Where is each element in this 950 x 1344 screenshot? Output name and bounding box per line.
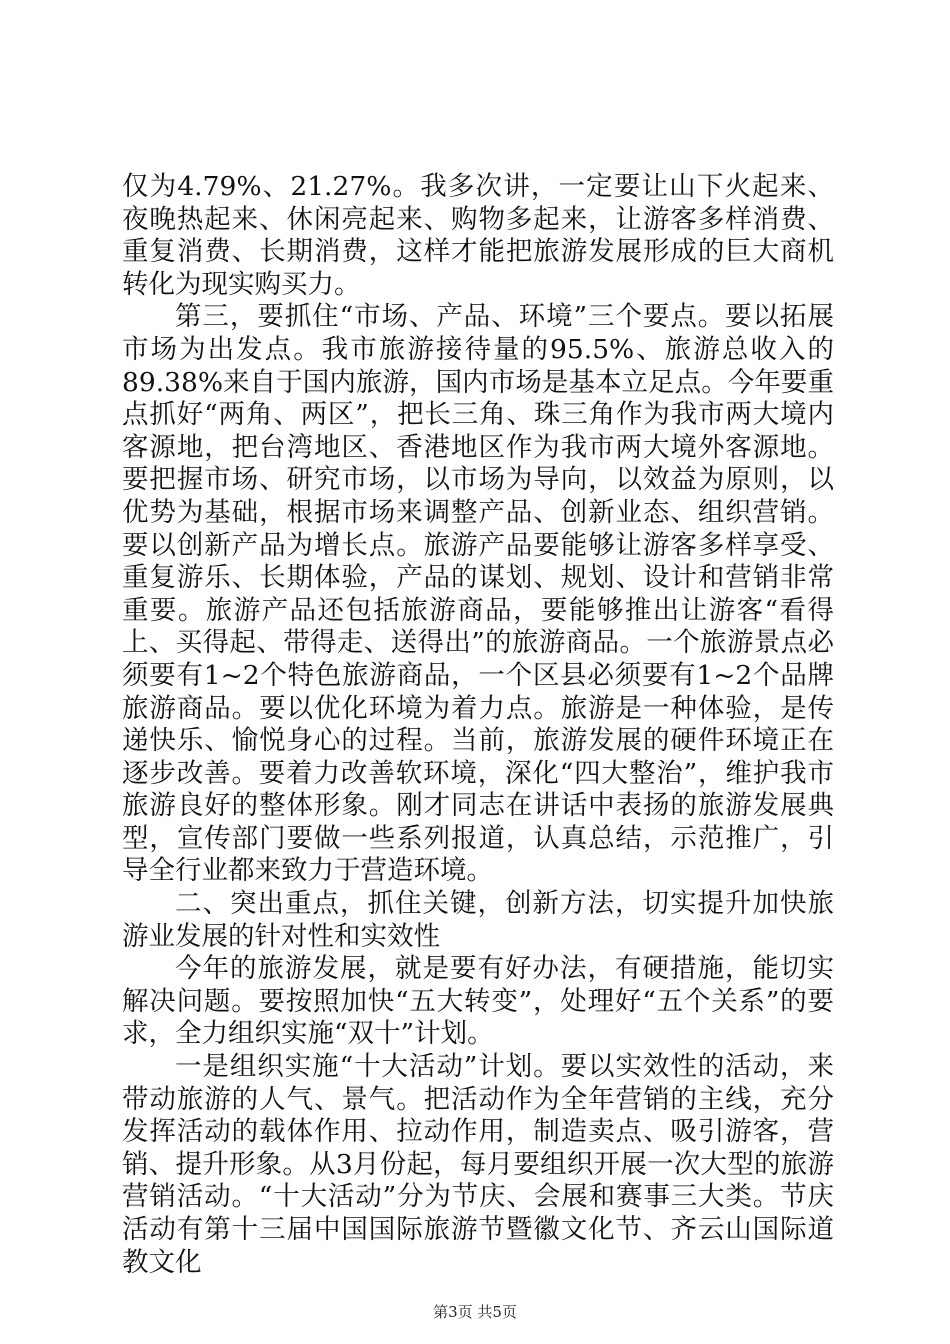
document-body [122, 171, 834, 1279]
section-heading: 二、突出重点，抓住关键，创新方法，切实提升加快旅游业发展的针对性和实效性 [122, 888, 834, 952]
paragraph: 今年的旅游发展，就是要有好办法，有硬措施，能切实解决问题。要按照加快“五大转变”，处理好“五个关系”的要求，全力组织实施“双十”计划。 [122, 953, 834, 1050]
paragraph: 第三，要抓住“市场、产品、环境”三个要点。要以拓展市场为出发点。我市旅游接待量的95.5%、旅游总收入的89.38%来自于国内旅游，国内市场是基本立足点。今年要重点抓好“两角、两区”，把长三角、珠三角作为我市两大境内客源地，把台湾地区、香港地区作为我市两大境外客源地。要把握市场、研究市场，以市场为导向，以效益为原则，以优势为基础，根据市场来调整产品、创新业态、组织营销。要以创新产品为增长点。旅游产品要能够让游客多样享受、重复游乐、长期体验，产品的谋划、规划、设计和营销非常重要。旅游产品还包括旅游商品，要能够推出让游客“看得上、买得起、带得走、送得出”的旅游商品。一个旅游景点必须要有1~2个特色旅游商品，一个区县必须要有1~2个品牌旅游商品。要以优化环境为着力点。旅游是一种体验，是传递快乐、愉悦身心的过程。当前，旅游发展的硬件环境正在逐步改善。要着力改善软环境，深化“四大整治”，维护我市旅游良好的整体形象。刚才同志在讲话中表扬的旅游发展典型，宣传部门要做一些系列报道，认真总结，示范推广，引导全行业都来致力于营造环境。 [122, 301, 834, 887]
paragraph: 仅为4.79%、21.27%。我多次讲，一定要让山下火起来、夜晚热起来、休闲亮起来、购物多起来，让游客多样消费、重复消费、长期消费，这样才能把旅游发展形成的巨大商机转化为现实购买力。 [122, 171, 834, 300]
page-number: 第3页 共5页 [433, 1303, 517, 1321]
paragraph: 一是组织实施“十大活动”计划。要以实效性的活动，来带动旅游的人气、景气。把活动作为全年营销的主线，充分发挥活动的载体作用、拉动作用，制造卖点、吸引游客，营销、提升形象。从3月份起，每月要组织开展一次大型的旅游营销活动。“十大活动”分为节庆、会展和赛事三大类。节庆活动有第十三届中国国际旅游节暨徽文化节、齐云山国际道教文化 [122, 1051, 834, 1278]
